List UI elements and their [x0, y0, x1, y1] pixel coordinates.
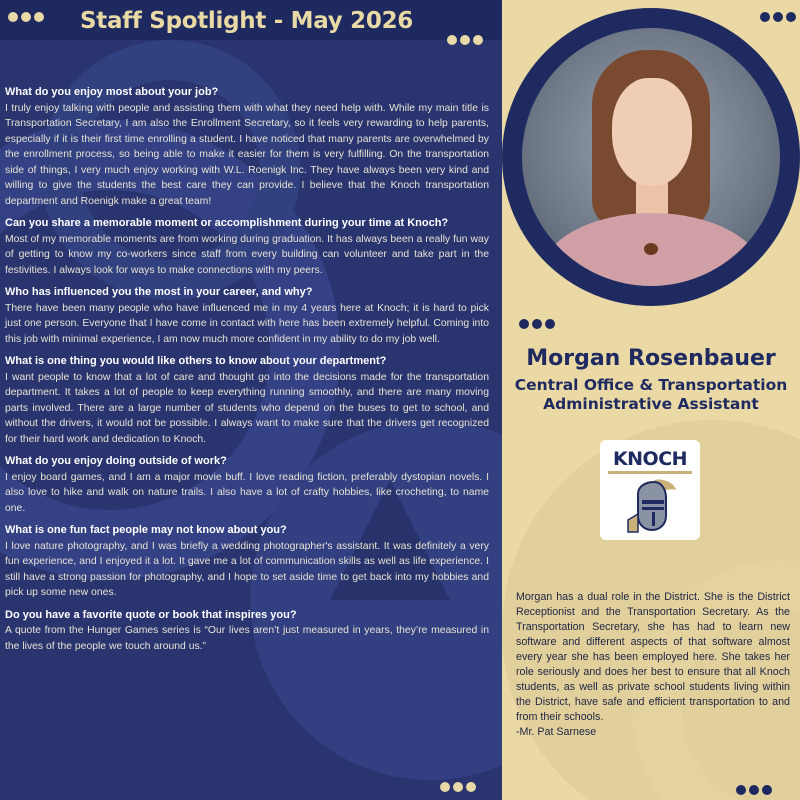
question: What do you enjoy doing outside of work?	[5, 455, 227, 467]
testimonial-author: -Mr. Pat Sarnese	[516, 726, 597, 738]
person-title-line: Central Office & Transportation	[514, 376, 788, 394]
person-title-line: Administrative Assistant	[543, 395, 759, 413]
decorative-dots	[447, 35, 483, 45]
answer: Most of my memorable moments are from working during graduation. It has always been a really fun way of getting to know my co-workers since staff from every building can volunteer and take part in the festivities. I always look for ways to make connections with my peers.	[5, 233, 489, 276]
question: Can you share a memorable moment or accomplishment during your time at Knoch?	[5, 217, 449, 229]
knoch-logo	[600, 440, 700, 540]
profile-photo-frame	[502, 8, 800, 306]
question: Do you have a favorite quote or book that inspires you?	[5, 608, 297, 621]
question: What is one fun fact people may not know about you?	[5, 524, 287, 536]
right-panel	[502, 0, 800, 800]
testimonial-text: Morgan has a dual role in the District. She is the District Receptionist and the Transportation Secretary. As the Transportation Secretary, she has had to learn new software and different aspects of that software almost every year she has been employed here. She takes her role seriously and does her best to ensure that all Knoch students, as well as private school students living within the District, have safe and efficient transportation to and from their schools.	[516, 591, 790, 723]
decorative-dots	[519, 319, 555, 329]
decorative-dots	[760, 12, 796, 22]
logo-text: KNOCH	[608, 448, 692, 474]
answer: There have been many people who have influenced me in my 4 years here at Knoch; it is hard to pick just one person. Everyone that I have come in contact with here has been extremely helpful. Coming into this job with minimal experience, I am now much more confident in my ability to do my job well.	[5, 302, 489, 345]
profile-photo	[522, 28, 780, 286]
decorative-dots	[8, 12, 44, 22]
testimonial	[516, 590, 790, 740]
question: What is one thing you would like others to know about your department?	[5, 355, 387, 367]
answer: I truly enjoy talking with people and assisting them with what they need help with. While my main title is Transportation Secretary, I am also the Enrollment Secretary, so it feels very rewarding to help parents, especially if it is their first time enrolling a student. I have noticed that many parents are overwhelmed by the enrollment process, so being able to make it easier for them is very fulfilling. On the transportation side of things, I very much enjoy working with W.L. Roenigk Inc. They have always been very kind and willing to give the students the best care they can provide. I believe that the Knoch transportation department and Roenigk make a great team!	[5, 102, 489, 207]
person-name: Morgan Rosenbauer	[526, 346, 776, 371]
question: What do you enjoy most about your job?	[5, 86, 219, 98]
person-title	[502, 376, 800, 414]
question: Who has influenced you the most in your career, and why?	[5, 286, 313, 298]
decorative-dots	[440, 782, 476, 792]
answer: I love nature photography, and I was briefly a wedding photographer's assistant. It was definitely a very fun experience, and I enjoyed it a lot. It gave me a lot of communication skills as well as life experience. I still have a strong passion for photography, and I hope to set aside time to get back into my hobbies and pick up some new ones.	[5, 540, 489, 598]
page-title: Staff Spotlight - May 2026	[80, 8, 414, 34]
knight-helmet-icon	[624, 476, 678, 534]
answer: A quote from the Hunger Games series is “Our lives aren’t just measured in years, they’re measured in the lives of the people we touch around us.”	[5, 625, 489, 652]
answer: I enjoy board games, and I am a major movie buff. I love reading fiction, preferably dystopian novels. I also love to hike and walk on nature trails. I also have a lot of crafty hobbies, like crocheting, to name one.	[5, 471, 489, 514]
decorative-dots	[736, 785, 772, 795]
answer: I want people to know that a lot of care and thought go into the decisions made for the transportation department. It takes a lot of people to keep everything running smoothly, and there are many moving parts involved. There are a large number of students who depend on the buses to get to school, and without the drivers, it would not be possible. I always want to make sure that the drivers get recognized for their hard work and dedication to Knoch.	[5, 371, 489, 445]
interview-section	[5, 85, 489, 654]
